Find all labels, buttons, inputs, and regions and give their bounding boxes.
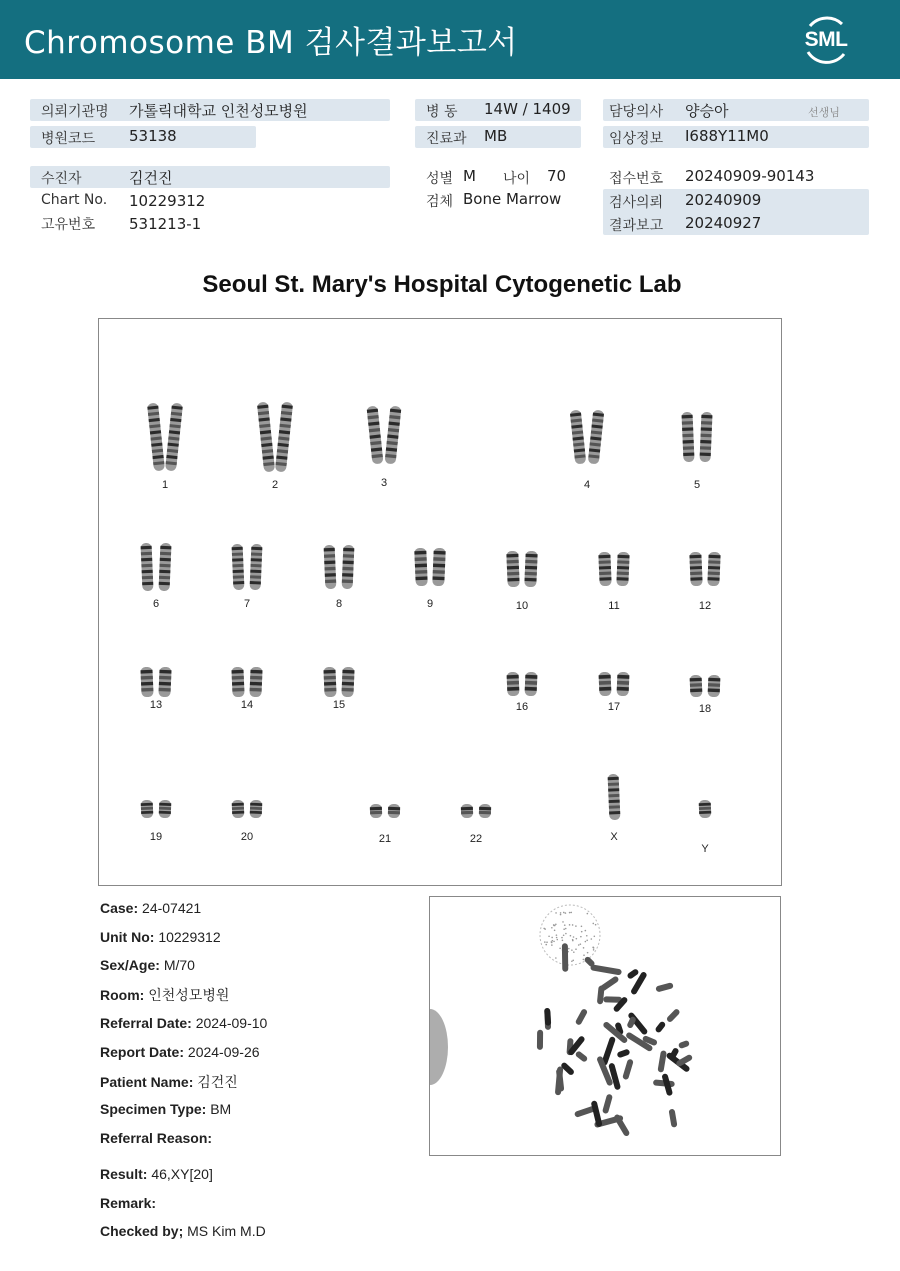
- chromosome-label-10: 10: [515, 600, 529, 612]
- chromosome: [158, 667, 171, 697]
- case-label: Case:: [100, 900, 139, 916]
- patient-name-row: [100, 1072, 238, 1092]
- chromosome: [257, 402, 275, 473]
- chromosome-pair-5: [681, 412, 712, 462]
- chromosome-label-9: 9: [426, 598, 434, 610]
- referral-date-row: [100, 1015, 267, 1031]
- report-date-value: 2024-09-26: [187, 1044, 260, 1060]
- specimen-type-value: BM: [210, 1101, 232, 1117]
- chromosome: [708, 675, 721, 697]
- report-value: 20240927: [685, 214, 762, 232]
- patient-name-label: Patient Name:: [100, 1074, 194, 1090]
- chromosome: [141, 800, 154, 818]
- chromosome: [507, 672, 520, 696]
- result-label: Result:: [100, 1166, 148, 1182]
- referral-date-label: Referral Date:: [100, 1015, 192, 1031]
- chromosome: [232, 800, 245, 818]
- chromosome: [525, 672, 538, 696]
- case-value: 24-07421: [142, 900, 202, 916]
- chromosome-pair-15: [323, 667, 354, 697]
- chromosome-pair-14: [231, 667, 262, 697]
- chromosome-label-17: 17: [607, 701, 621, 713]
- chromosome-pair-x: [608, 774, 621, 820]
- chromosome: [570, 410, 587, 465]
- chart-value: 10229312: [129, 192, 206, 210]
- chromosome: [140, 543, 153, 591]
- chromosome-pair-16: [507, 672, 538, 696]
- chromosome-label-19: 19: [149, 831, 163, 843]
- sexage-label: Sex/Age:: [100, 957, 160, 973]
- request-value: 20240909: [685, 191, 762, 209]
- request-label: 검사의뢰: [609, 195, 664, 211]
- unit-value: 10229312: [158, 929, 221, 945]
- hospital-code-value: 53138: [129, 127, 177, 145]
- chromosome: [140, 667, 153, 697]
- unique-label: 고유번호: [41, 217, 96, 233]
- sexage-row: [100, 957, 195, 973]
- chromosome: [370, 804, 383, 818]
- chromosome-label-22: 22: [469, 833, 483, 845]
- chromosome: [432, 548, 446, 586]
- report-title: Chromosome BM 검사결과보고서: [24, 25, 518, 61]
- dept-value: MB: [484, 127, 508, 145]
- specimen-label: 검체: [426, 194, 454, 210]
- chromosome-label-5: 5: [693, 479, 701, 491]
- chromosome-label-y: Y: [701, 843, 709, 855]
- chromosome-pair-17: [599, 672, 630, 696]
- institution-label: 의뢰기관명: [41, 104, 109, 120]
- chromosome-label-21: 21: [378, 833, 392, 845]
- referral-reason-label: Referral Reason:: [100, 1130, 213, 1146]
- hospital-code-label: 병원코드: [41, 131, 96, 147]
- chromosome: [323, 667, 336, 697]
- chromosome-pair-9: [414, 548, 446, 586]
- unique-value: 531213-1: [129, 215, 202, 233]
- chromosome-pair-19: [141, 800, 172, 818]
- chromosome: [159, 800, 172, 818]
- remark-label: Remark:: [100, 1195, 157, 1211]
- chromosome: [414, 548, 428, 586]
- chromosome: [598, 552, 611, 586]
- karyotype-panel: [98, 318, 782, 886]
- chromosome-pair-10: [506, 551, 537, 587]
- chromosome-pair-4: [570, 410, 605, 465]
- chromosome-pair-13: [140, 667, 171, 697]
- logo-text: SML: [804, 28, 848, 51]
- checked-row: [100, 1223, 266, 1239]
- chromosome-label-11: 11: [608, 600, 620, 612]
- lab-title: Seoul St. Mary's Hospital Cytogenetic Lab: [202, 271, 682, 298]
- chromosome-label-7: 7: [243, 598, 251, 610]
- patient-name-value: 김건진: [197, 1074, 238, 1090]
- sex-label: 성별: [426, 171, 454, 187]
- referral-date-value: 2024-09-10: [195, 1015, 268, 1031]
- chromosome-pair-21: [370, 804, 401, 818]
- metaphase-image: [429, 896, 781, 1156]
- room-label: Room:: [100, 987, 145, 1003]
- interphase-nucleus: [540, 905, 600, 965]
- chromosome-pair-18: [690, 675, 721, 697]
- chromosome: [681, 412, 694, 462]
- report-header: [0, 0, 900, 79]
- chromosome-label-14: 14: [240, 699, 254, 711]
- chromosome: [608, 774, 621, 820]
- chromosome: [250, 544, 263, 590]
- chromosome-pair-11: [598, 552, 629, 586]
- chromosome: [690, 675, 703, 697]
- receipt-value: 20240909-90143: [685, 167, 815, 185]
- chromosome: [147, 403, 165, 472]
- chromosome-label-2: 2: [271, 479, 279, 491]
- doctor-suffix: 선생님: [808, 106, 840, 119]
- chromosome-label-20: 20: [240, 831, 254, 843]
- examinee-label: 수진자: [41, 171, 82, 187]
- chromosome: [366, 406, 383, 465]
- chromosome: [707, 552, 720, 586]
- remark-row: [100, 1195, 156, 1211]
- report-label: 결과보고: [609, 218, 664, 234]
- room-value: 인천성모병원: [148, 987, 230, 1003]
- chromosome: [165, 403, 183, 472]
- chromosome-pair-22: [461, 804, 492, 818]
- ward-value: 14W / 1409: [484, 100, 571, 118]
- chromosome: [384, 406, 401, 465]
- case-row: [100, 900, 201, 916]
- chromosome: [158, 543, 171, 591]
- age-label: 나이: [503, 171, 531, 187]
- chromosome-label-1: 1: [161, 479, 169, 491]
- receipt-label: 접수번호: [609, 171, 664, 187]
- dept-label: 진료과: [426, 131, 467, 147]
- examinee-value: 김건진: [129, 169, 173, 187]
- chromosome: [506, 551, 519, 587]
- unit-row: [100, 929, 221, 945]
- result-value: 46,XY[20]: [151, 1166, 213, 1182]
- chromosome-label-15: 15: [332, 699, 346, 711]
- sml-logo: [798, 12, 854, 66]
- chromosome: [479, 804, 492, 818]
- chromosome-label-18: 18: [698, 703, 712, 715]
- chromosome: [689, 552, 702, 586]
- doctor-value: 양승아: [685, 102, 729, 120]
- specimen-type-row: [100, 1101, 231, 1117]
- chromosome-label-13: 13: [149, 699, 163, 711]
- checked-label: Checked by;: [100, 1223, 184, 1239]
- chromosome: [388, 804, 401, 818]
- chromosome: [616, 552, 629, 586]
- report-date-row: [100, 1044, 260, 1060]
- chromosome: [588, 410, 605, 465]
- ward-label: 병 동: [426, 104, 458, 120]
- chromosome: [342, 545, 355, 589]
- chromosome-label-16: 16: [515, 701, 529, 713]
- chromosome: [232, 544, 245, 590]
- clinical-label: 임상정보: [609, 131, 664, 147]
- sexage-value: M/70: [163, 957, 195, 973]
- chromosome-label-3: 3: [380, 477, 388, 489]
- chromosome-label-12: 12: [698, 600, 712, 612]
- unit-label: Unit No:: [100, 929, 155, 945]
- chromosome-pair-y: [699, 800, 712, 818]
- chromosome: [617, 672, 630, 696]
- chromosome-pair-12: [689, 552, 720, 586]
- chromosome: [599, 672, 612, 696]
- chromosome-label-x: X: [610, 831, 618, 843]
- chromosome-label-6: 6: [152, 598, 160, 610]
- examinee-bar: [30, 166, 390, 188]
- specimen-type-label: Specimen Type:: [100, 1101, 207, 1117]
- chromosome-label-4: 4: [583, 479, 591, 491]
- chromosome-pair-20: [232, 800, 263, 818]
- result-row: [100, 1166, 213, 1182]
- room-row: [100, 985, 229, 1005]
- age-value: 70: [547, 167, 567, 185]
- sex-value: M: [463, 167, 476, 185]
- doctor-label: 담당의사: [609, 104, 664, 120]
- chromosome: [231, 667, 244, 697]
- chromosome: [324, 545, 337, 589]
- clinical-value: I688Y11M0: [685, 127, 769, 145]
- specimen-value: Bone Marrow: [463, 190, 562, 208]
- chromosome-pair-8: [324, 545, 355, 589]
- referral-reason-row: [100, 1130, 212, 1146]
- chromosome-pair-1: [147, 403, 183, 472]
- chromosome: [461, 804, 474, 818]
- chromosome-pair-3: [366, 406, 401, 465]
- chart-label: Chart No.: [41, 192, 108, 208]
- metaphase-spread: [430, 897, 780, 1155]
- checked-value: MS Kim M.D: [187, 1223, 266, 1239]
- chromosome: [249, 667, 262, 697]
- chromosome-pair-7: [232, 544, 263, 590]
- chromosome: [275, 402, 293, 473]
- chromosome: [250, 800, 263, 818]
- chromosome: [699, 800, 712, 818]
- chromosome-label-8: 8: [335, 598, 343, 610]
- report-date-label: Report Date:: [100, 1044, 185, 1060]
- chromosome: [699, 412, 712, 462]
- chromosome-pair-6: [140, 543, 171, 591]
- institution-value: 가톨릭대학교 인천성모병원: [129, 102, 308, 120]
- chromosome: [524, 551, 537, 587]
- chromosome: [341, 667, 354, 697]
- chromosome-pair-2: [257, 402, 293, 473]
